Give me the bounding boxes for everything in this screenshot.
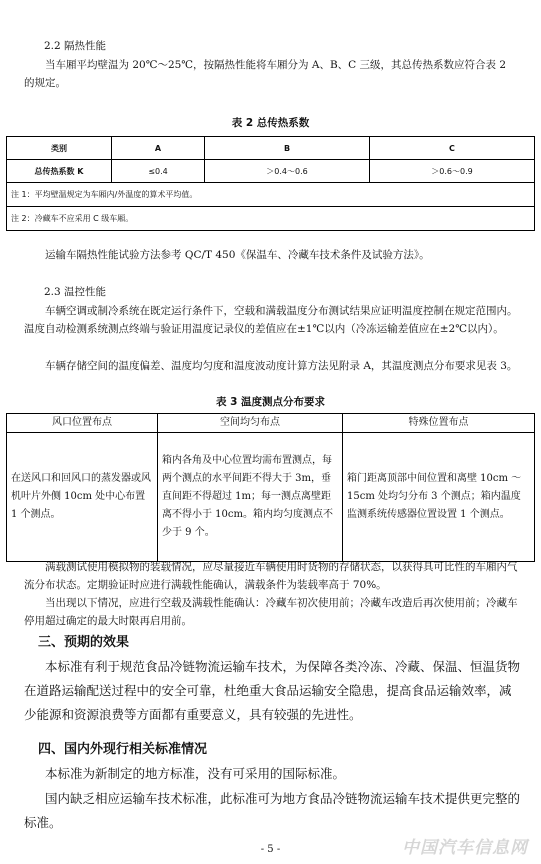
- table-3-caption: 表 3 温度测点分布要求: [215, 396, 326, 408]
- table-2-header-cell: B: [205, 137, 370, 160]
- section-4-heading: 四、国内外现行相关标准情况: [38, 742, 208, 757]
- full-load-test-paragraph: 满载测试使用模拟物的装载情况，应尽量接近车辆使用时货物的存储状态，以获得具可比性的车厢内气流分布状态。定期验证时应进行满载性能确认，满载条件为装载率高于 70%。: [24, 561, 518, 591]
- table-3-cell: 在送风口和回风口的蒸发器或风机叶片外侧 10cm 处中心布置 1 个测点。: [7, 433, 158, 562]
- section-3-heading: 三、预期的效果: [38, 635, 130, 650]
- table-2-caption: 表 2 总传热系数: [231, 117, 310, 129]
- paragraph-after-table-2: 运输车隔热性能试验方法参考 QC/T 450《保温车、冷藏车技术条件及试验方法》。: [45, 249, 430, 261]
- table-3-row: [7, 433, 535, 562]
- table-2: [6, 136, 535, 231]
- section-3-paragraph: 本标准有利于规范食品冷链物流运输车技术，为保障各类冷冻、冷藏、保温、恒温货物在道路运输配送过程中的安全可靠，杜绝重大食品运输安全隐患，提高食品运输效率，减少能源和资源浪费等方面都有重要意义，具有较强的先进性。: [24, 659, 521, 722]
- table-2-header-cell: C: [369, 137, 534, 160]
- section-4-paragraph-1: 本标准为新制定的地方标准，没有可采用的国际标准。: [45, 766, 346, 781]
- table-3-cell: 箱内各角及中心位置均需布置测点，每两个测点的水平间距不得大于 3m，垂直间距不得超过 1m；每一测点离壁距离不得小于 10cm。箱内均匀度测点不少于 9 个。: [158, 433, 343, 562]
- table-2-row: [7, 160, 535, 183]
- table-2-cell: 总传热系数 K: [7, 160, 112, 183]
- load-confirmation-paragraph: 当出现以下情况，应进行空载及满载性能确认：冷藏车初次使用前；冷藏车改造后再次使用前；冷藏车停用超过确定的最大时限再启用前。: [24, 597, 518, 627]
- table-2-note-row: [7, 183, 535, 207]
- table-3-header-cell: 特殊位置布点: [343, 414, 535, 433]
- table-2-note-row: [7, 207, 535, 231]
- section-2-3-paragraph-2: 车辆存储空间的温度偏差、温度均匀度和温度波动度计算方法见附录 A，其温度测点分布要求见表 3。: [45, 360, 518, 372]
- table-2-cell: ≤0.4: [112, 160, 205, 183]
- table-2-cell: ＞0.4～0.6: [205, 160, 370, 183]
- table-3-cell: 箱门距离顶部中间位置和离壁 10cm ～15cm 处均匀分布 3 个测点；箱内温度监测系统传感器位置设置 1 个测点。: [343, 433, 535, 562]
- table-2-note: 注 1：平均壁温规定为车厢内/外温度的算术平均值。: [7, 183, 535, 207]
- table-2-header-row: [7, 137, 535, 160]
- table-2-note: 注 2：冷藏车不应采用 C 级车厢。: [7, 207, 535, 231]
- section-2-2-paragraph: 当车厢平均壁温为 20℃～25℃，按隔热性能将车厢分为 A、B、C 三级，其总传热系数应符合表 2 的规定。: [24, 59, 507, 89]
- table-3-header-row: [7, 414, 535, 433]
- page-number: - 5 -: [260, 844, 281, 855]
- table-3: [6, 413, 535, 562]
- section-2-3-paragraph-1: 车辆空调或制冷系统在既定运行条件下，空载和满载温度分布测试结果应证明温度控制在规定范围内。温度自动检测系统测点终端与验证用温度记录仪的差值应在±1℃以内（冷冻运输差值应在±2℃以内）。: [24, 305, 518, 335]
- watermark-logo: 中国汽车信息网: [402, 838, 528, 858]
- table-3-header-cell: 风口位置布点: [7, 414, 158, 433]
- section-4-paragraph-2: 国内缺乏相应运输车技术标准，此标准可为地方食品冷链物流运输车技术提供更完整的标准。: [24, 791, 521, 830]
- table-2-header-cell: A: [112, 137, 205, 160]
- table-2-cell: ＞0.6～0.9: [369, 160, 534, 183]
- table-3-header-cell: 空间均匀布点: [158, 414, 343, 433]
- table-2-header-cell: 类别: [7, 137, 112, 160]
- section-2-3-heading: 2.3 温控性能: [44, 286, 107, 298]
- section-2-2-heading: 2.2 隔热性能: [44, 40, 107, 52]
